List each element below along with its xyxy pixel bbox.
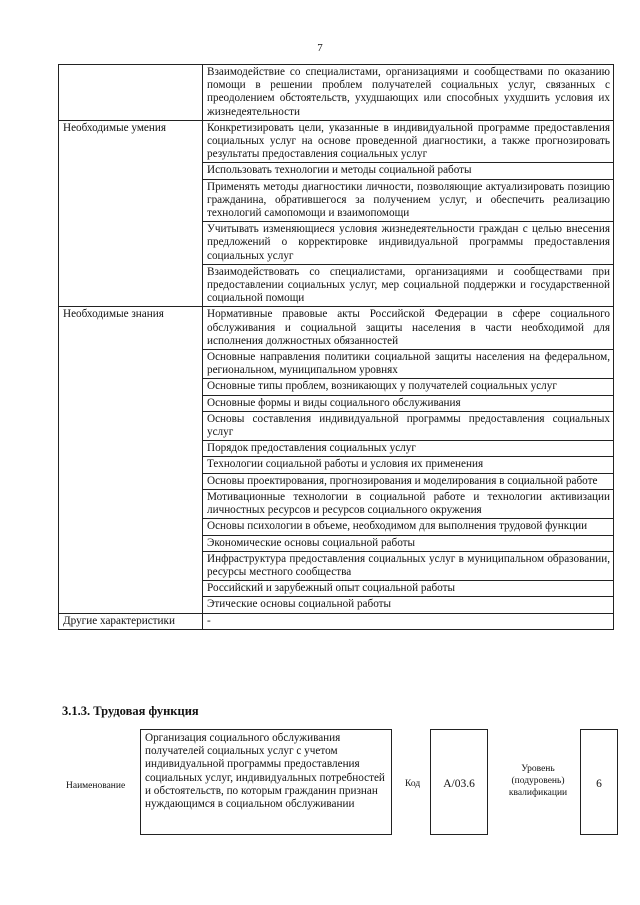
level-label: Уровень (подуровень) квалификации xyxy=(508,764,568,798)
work-function-name: Организация социального обслуживания получателей социальных услуг с учетом индивидуальной программы предоставления социальных услуг, индивидуальных потребностей и обстоятельств, по которым гражданин признан нуждающимся в социальном обслуживании xyxy=(140,729,392,835)
code-label: Код xyxy=(405,779,421,789)
skills-label: Необходимые умения xyxy=(59,120,203,307)
qualification-level: 6 xyxy=(580,729,618,835)
row-value: Учитывать изменяющиеся условия жизнедеятельности граждан с целью внесения предложений о корректировке индивидуальной программы предоставления социальных услуг xyxy=(203,222,614,265)
table-row xyxy=(59,613,614,629)
row-value: Мотивационные технологии в социальной работе и технологии активизации личностных ресурсов и ресурсов социального окружения xyxy=(203,489,614,518)
other-characteristics-label: Другие характеристики xyxy=(59,613,203,629)
row-value: Взаимодействие со специалистами, организациями и сообществами по оказанию помощи в решении проблем получателей социальных услуг, связанных с преодолением обстоятельств, ухудшающих или способных ухудшить условия их жизнедеятельности xyxy=(203,65,614,121)
row-label xyxy=(59,65,203,121)
knowledge-label: Необходимые знания xyxy=(59,307,203,613)
section-title: 3.1.3. Трудовая функция xyxy=(62,704,199,718)
row-value: Основы проектирования, прогнозирования и моделирования в социальной работе xyxy=(203,473,614,489)
competency-table xyxy=(58,64,614,630)
row-value: Порядок предоставления социальных услуг xyxy=(203,441,614,457)
table-row xyxy=(59,65,614,121)
row-value: - xyxy=(203,613,614,629)
table-row xyxy=(59,307,614,350)
row-value: Взаимодействовать со специалистами, организациями и сообществами при предоставлении социальных услуг, мер социальной поддержки и государственной социальной помощи xyxy=(203,264,614,307)
row-value: Нормативные правовые акты Российской Федерации в сфере социального обслуживания и социальной защиты населения в части необходимой для исполнения должностных обязанностей xyxy=(203,307,614,350)
row-value: Технологии социальной работы и условия их применения xyxy=(203,457,614,473)
row-value: Экономические основы социальной работы xyxy=(203,535,614,551)
row-value: Этические основы социальной работы xyxy=(203,597,614,613)
row-value: Инфраструктура предоставления социальных услуг в муниципальном образовании, ресурсы местного сообщества xyxy=(203,551,614,580)
row-value: Основные направления политики социальной защиты населения на федеральном, региональном, муниципальном уровнях xyxy=(203,350,614,379)
row-value: Российский и зарубежный опыт социальной работы xyxy=(203,581,614,597)
work-function-code: А/03.6 xyxy=(430,729,488,835)
row-value: Основы психологии в объеме, необходимом для выполнения трудовой функции xyxy=(203,519,614,535)
row-value: Основные формы и виды социального обслуживания xyxy=(203,395,614,411)
page-number: 7 xyxy=(317,42,323,54)
row-value: Применять методы диагностики личности, позволяющие актуализировать позицию гражданина, обратившегося за получением услуг, и обеспечить реализацию технологий самопомощи и взаимопомощи xyxy=(203,179,614,222)
row-value: Основы составления индивидуальной программы предоставления социальных услуг xyxy=(203,411,614,440)
row-value: Конкретизировать цели, указанные в индивидуальной программе предоставления социальных услуг на основе проведенной диагностики, а также прогнозировать результаты предоставления социальных услуг xyxy=(203,120,614,163)
name-label: Наименование xyxy=(66,781,126,791)
row-value: Основные типы проблем, возникающих у получателей социальных услуг xyxy=(203,379,614,395)
row-value: Использовать технологии и методы социальной работы xyxy=(203,163,614,179)
table-row xyxy=(59,120,614,163)
